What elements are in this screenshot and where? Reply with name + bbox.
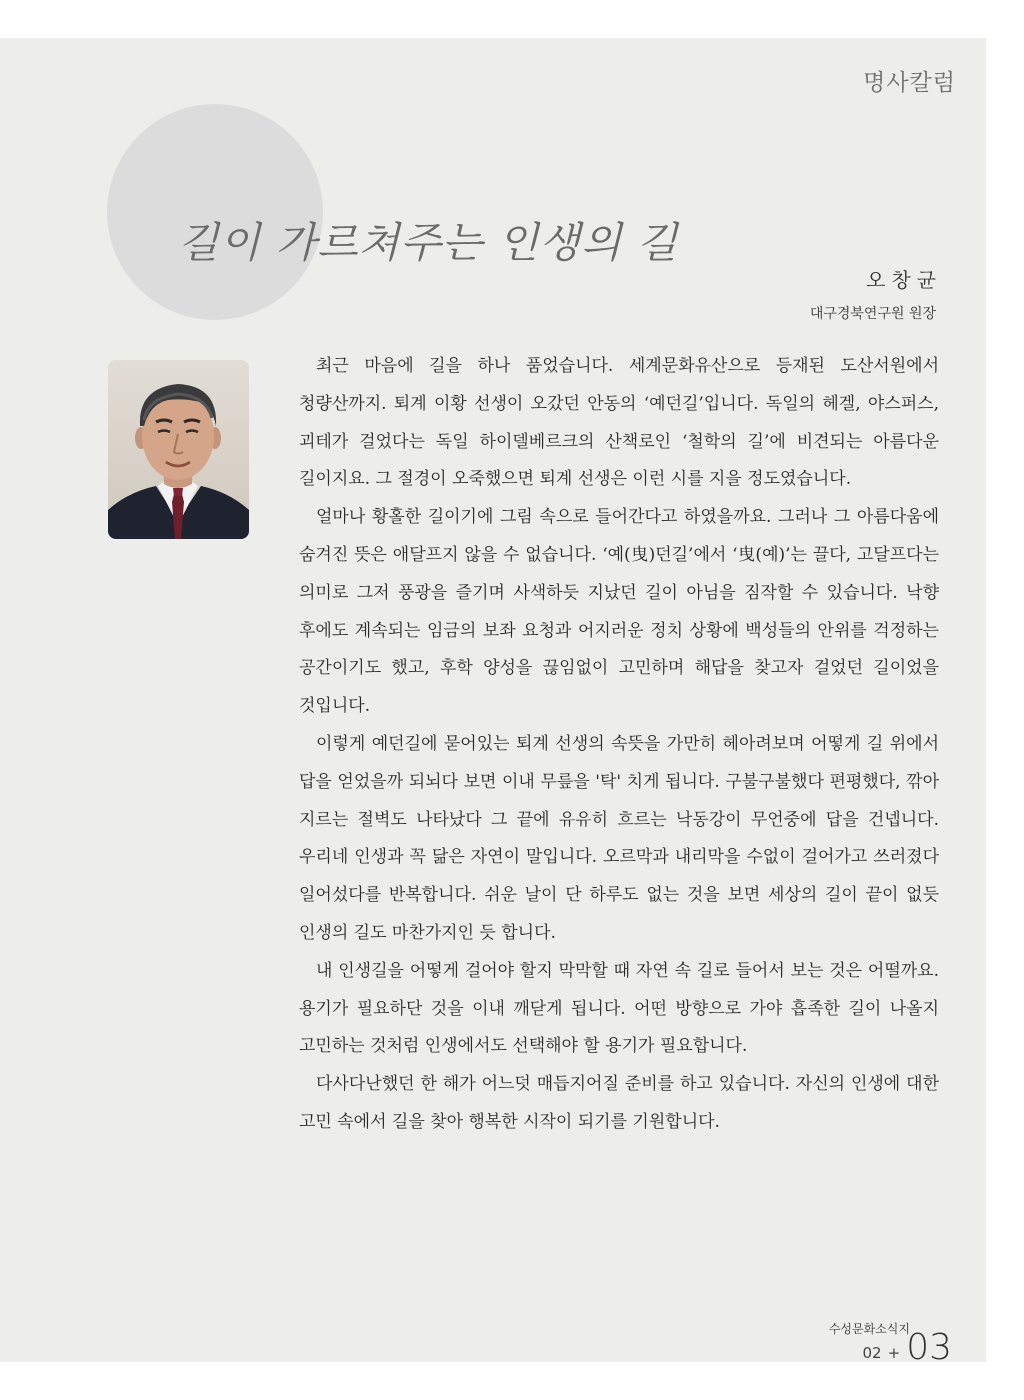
article-paragraph: 이렇게 예던길에 묻어있는 퇴계 선생의 속뜻을 가만히 헤아려보며 어떻게 길 위에서 답을 얻었을까 되뇌다 보면 이내 무릎을 '탁' 치게 됩니다. 구불구불했다 편평했다, 깎아 지르는 절벽도 나타났다 그 끝에 유유히 흐르는 낙동강이 무언중에 답을 건넵니다. 우리네 인생과 꼭 닮은 자연이 말입니다. 오르막과 내리막을 수없이 걸어가고 쓰러졌다 일어섰다를 반복합니다. 쉬운 날이 단 하루도 없는 것을 보면 세상의 길이 끝이 없듯 인생의 길도 마찬가지인 듯 합니다. (299, 733, 939, 943)
page-number: 03 (906, 1327, 952, 1362)
magazine-name: 수성문화소식지 (828, 1322, 910, 1336)
article-title: 길이 가르쳐주는 인생의 길 (178, 218, 679, 267)
magazine-page (0, 38, 986, 1362)
issue-separator: + (887, 1344, 901, 1362)
article-paragraph: 내 인생길을 어떻게 걸어야 할지 막막할 때 자연 속 길로 들어서 보는 것은 어떨까요. 용기가 필요하단 것을 이내 깨닫게 됩니다. 어떤 방향으로 가야 흡족한 길이 나올지 고민하는 것처럼 인생에서도 선택해야 할 용기가 필요합니다. (299, 960, 939, 1057)
author-block (809, 264, 942, 323)
author-role: 대구경북연구원 원장 (809, 306, 936, 322)
article-paragraph: 얼마나 황홀한 길이기에 그림 속으로 들어간다고 하였을까요. 그러나 그 아름다움에 숨겨진 뜻은 애달프지 않을 수 없습니다. ‘예(曳)던길’에서 ‘曳(예)’는 끌다, 고달프다는 의미로 그저 풍광을 즐기며 사색하듯 지났던 길이 아님을 짐작할 수 있습니다. 낙향 후에도 계속되는 임금의 보좌 요청과 어지러운 정치 상황에 백성들의 안위를 걱정하는 공간이기도 했고, 후학 양성을 끊임없이 고민하며 해답을 찾고자 걸었던 길이었을 것입니다. (299, 507, 939, 717)
page-footer (828, 1310, 952, 1362)
article-paragraph: 다사다난했던 한 해가 어느덧 매듭지어질 준비를 하고 있습니다. 자신의 인생에 대한 고민 속에서 길을 찾아 행복한 시작이 되기를 기원합니다. (299, 1074, 939, 1132)
issue-number: 02 (862, 1344, 882, 1362)
author-name: 오창균 (866, 268, 942, 292)
section-label: 명사칼럼 (863, 70, 956, 96)
article-body (299, 348, 939, 1142)
portrait-illustration (108, 360, 249, 539)
author-portrait (108, 360, 249, 539)
article-paragraph: 최근 마음에 길을 하나 품었습니다. 세계문화유산으로 등재된 도산서원에서 청량산까지. 퇴계 이황 선생이 오갔던 안동의 ‘예던길’입니다. 독일의 헤겔, 야스퍼스, 괴테가 걸었다는 독일 하이델베르크의 산책로인 ‘철학의 길’에 비견되는 아름다운 길이지요. 그 절경이 오죽했으면 퇴계 선생은 이런 시를 지을 정도였습니다. (299, 356, 939, 490)
